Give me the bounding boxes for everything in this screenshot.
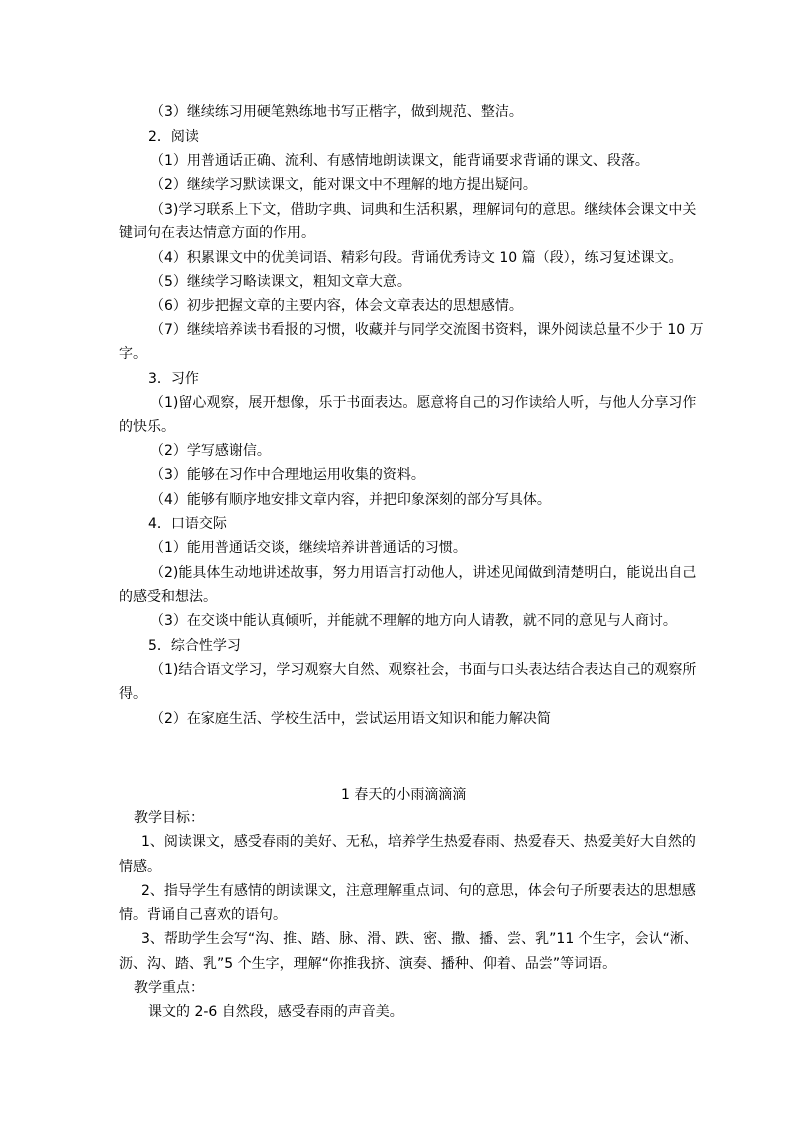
composition-item-2: （2）学写感谢信。 [150,443,271,459]
writing-item-3: （3）继续练习用硬笔熟练地书写正楷字，做到规范、整洁。 [150,104,523,120]
reading-item-5: （5）继续学习略读课文，粗知文章大意。 [150,274,411,290]
comprehensive-heading: 5．综合性学习 [148,638,241,654]
comprehensive-item-1-line-2: 得。 [119,686,147,702]
goal-1-line-1: 1、阅读课文，感受春雨的美好、无私，培养学生热爱春雨、热爱春天、热爱美好大自然的 [141,834,696,850]
composition-item-1-line-2: 的快乐。 [119,419,175,435]
composition-heading: 3．习作 [148,371,199,387]
composition-item-4: （4）能够有顺序地安排文章内容，并把印象深刻的部分写具体。 [150,492,551,508]
reading-item-2: （2）继续学习默读课文，能对课文中不理解的地方提出疑问。 [150,177,537,193]
goal-2-line-2: 情。背诵自己喜欢的语句。 [119,907,287,923]
reading-item-3-line-2: 键词句在表达情意方面的作用。 [119,225,315,241]
composition-item-3: （3）能够在习作中合理地运用收集的资料。 [150,467,425,483]
reading-item-1: （1）用普通话正确、流利、有感情地朗读课文，能背诵要求背诵的课文、段落。 [150,153,649,169]
oral-item-3: （3）在交谈中能认真倾听，并能就不理解的地方向人请教，就不同的意见与人商讨。 [150,613,677,629]
reading-item-4: （4）积累课文中的优美词语、精彩句段。背诵优秀诗文 10 篇（段），练习复述课文。 [150,250,683,266]
goal-1-line-2: 情感。 [119,859,161,875]
goal-3-line-2: 沥、沟、踏、乳”5 个生字，理解“你推我挤、演奏、播种、仰着、品尝”等词语。 [119,956,617,972]
key-points-heading: 教学重点： [134,980,204,996]
lesson-title: 1 春天的小雨滴滴滴 [341,787,467,803]
reading-item-7-line-2: 字。 [119,346,147,362]
oral-item-1: （1）能用普通话交谈，继续培养讲普通话的习惯。 [150,540,467,556]
reading-item-3-line-1: （3)学习联系上下文，借助字典、词典和生活积累，理解词句的意思。继续体会课文中关 [150,202,697,218]
oral-item-2-line-1: （2)能具体生动地讲述故事，努力用语言打动他人，讲述见闻做到清楚明白，能说出自己 [150,565,697,581]
oral-item-2-line-2: 的感受和想法。 [119,589,217,605]
comprehensive-item-1-line-1: （1)结合语文学习，学习观察大自然、观察社会，书面与口头表达结合表达自己的观察所 [150,662,697,678]
reading-item-6: （6）初步把握文章的主要内容，体会文章表达的思想感情。 [150,298,523,314]
reading-item-7-line-1: （7）继续培养读书看报的习惯，收藏并与同学交流图书资料，课外阅读总量不少于 10 万 [150,322,704,338]
composition-item-1-line-1: （1)留心观察，展开想像，乐于书面表达。愿意将自己的习作读给人听，与他人分享习作 [150,395,697,411]
goal-2-line-1: 2、指导学生有感情的朗读课文，注意理解重点词、句的意思，体会句子所要表达的思想感 [141,883,696,899]
goal-3-line-1: 3、帮助学生会写“沟、推、踏、脉、滑、跌、密、撒、播、尝、乳”11 个生字，会认“淅、 [141,931,698,947]
oral-heading: 4．口语交际 [148,516,227,532]
goals-heading: 教学目标： [134,810,204,826]
reading-heading: 2．阅读 [148,129,199,145]
comprehensive-item-2: （2）在家庭生活、学校生活中，尝试运用语文知识和能力解决简 [150,711,551,727]
key-point-1: 课文的 2-6 自然段，感受春雨的声音美。 [148,1004,404,1020]
